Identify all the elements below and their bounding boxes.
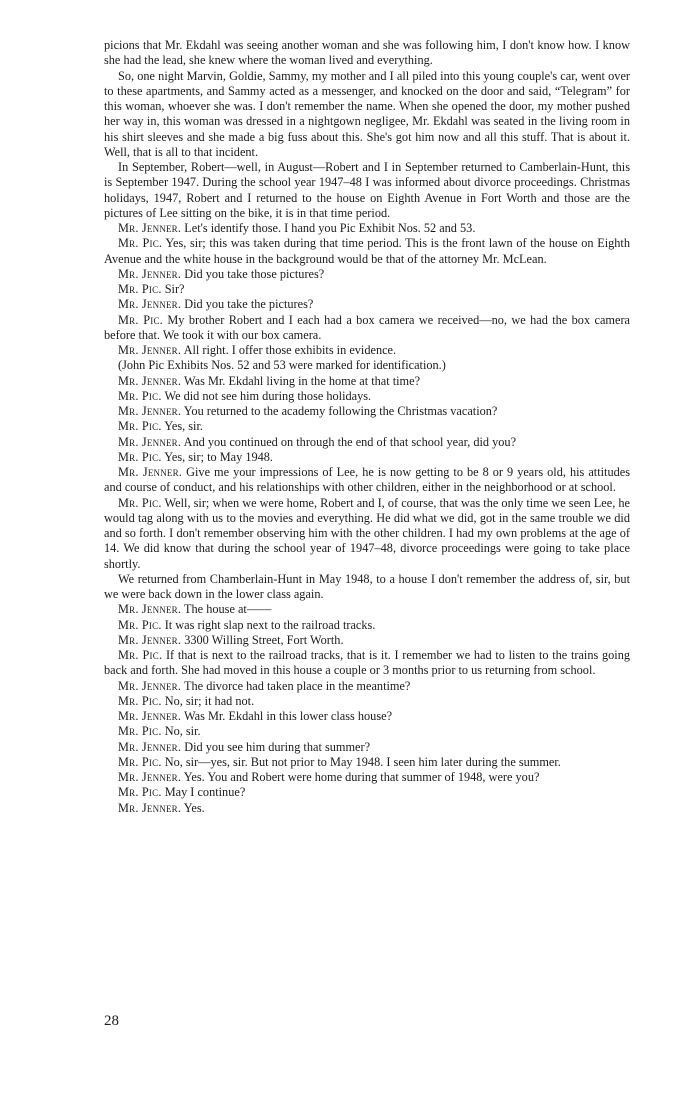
speaker-label: Mr. Jenner. [118, 373, 182, 388]
testimony-line [104, 374, 630, 389]
speaker-label: Mr. Jenner. [118, 739, 182, 754]
speaker-label: Mr. Pic. [118, 754, 162, 769]
paragraph-text: Sir? [164, 282, 185, 296]
speaker-label: Mr. Jenner. [118, 632, 182, 647]
testimony-line [104, 648, 630, 679]
testimony-line [104, 496, 630, 572]
speaker-label: Mr. Pic. [118, 785, 162, 800]
paragraph-text: The divorce had taken place in the meantime? [184, 678, 411, 693]
paragraph-text: Did you see him during that summer? [184, 739, 371, 754]
paragraph-text: No, sir; it had not. [164, 693, 255, 708]
testimony-line [104, 694, 630, 709]
paragraph-text: All right. I offer those exhibits in evidence. [183, 343, 397, 357]
paragraph-text: Was Mr. Ekdahl living in the home at that time? [184, 373, 421, 388]
paragraph-text: The house at—— [184, 602, 272, 617]
paragraph-text: Yes, sir; this was taken during that time period. This is the front lawn of the house on Eighth Avenue and the white house in the background would be that of the attorney Mr. McLean. [104, 236, 630, 266]
paragraph-text: Yes, sir; to May 1948. [164, 449, 273, 464]
paragraph-text: Well, sir; when we were home, Robert and I, of course, that was the only time we seen Lee, he would tag along with us to the movies and everything. He did what we did, got in the same trouble we did and so forth. I don't remember observing him with the other children. I had my own problems at the age of 14. We did know that during the school year of 1947–48, divorce proceedings were going to take place shortly. [104, 495, 630, 571]
speaker-label: Mr. Pic. [118, 617, 162, 632]
paragraph-text: May I continue? [164, 785, 246, 800]
narrative-paragraph [104, 160, 630, 221]
paragraph-text: 3300 Willing Street, Fort Worth. [184, 632, 344, 647]
testimony-line [104, 297, 630, 312]
speaker-label: Mr. Jenner. [118, 404, 182, 418]
testimony-line [104, 785, 630, 800]
testimony-line [104, 450, 630, 465]
paragraph-text: It was right slap next to the railroad tracks. [164, 617, 376, 632]
testimony-line [104, 602, 630, 617]
speaker-label: Mr. Jenner. [118, 678, 182, 693]
testimony-line [104, 679, 630, 694]
speaker-label: Mr. Jenner. [118, 770, 182, 784]
speaker-label: Mr. Pic. [118, 693, 162, 708]
paragraph-text: If that is next to the railroad tracks, that is it. I remember we had to listen to the trains going back and forth. She had moved in this house a couple or 3 months prior to us returning from school. [104, 648, 631, 678]
speaker-label: Mr. Jenner. [118, 602, 182, 617]
paragraph-text: And you continued on through the end of that school year, did you? [183, 434, 517, 449]
narrative-paragraph [104, 358, 630, 373]
testimony-line [104, 313, 630, 344]
speaker-label: Mr. Jenner. [118, 343, 182, 357]
testimony-line [104, 343, 630, 358]
speaker-label: Mr. Pic. [118, 312, 163, 327]
speaker-label: Mr. Jenner. [118, 221, 182, 235]
testimony-line [104, 618, 630, 633]
speaker-label: Mr. Pic. [118, 388, 162, 403]
testimony-line [104, 435, 630, 450]
paragraph-text: My brother Robert and I each had a box camera we received—no, we had the box camera before that. We took it with our box camera. [104, 312, 630, 342]
paragraph-text: Did you take those pictures? [184, 266, 325, 281]
paragraph-text: Let's identify those. I hand you Pic Exhibit Nos. 52 and 53. [184, 221, 476, 235]
testimony-line [104, 419, 630, 434]
narrative-paragraph [104, 69, 630, 161]
speaker-label: Mr. Pic. [118, 648, 163, 662]
speaker-label: Mr. Jenner. [118, 465, 183, 479]
paragraph-text: picions that Mr. Ekdahl was seeing another woman and she was following him, I don't know how. I know she had the lead, she knew where the woman lived and everything. [104, 38, 630, 68]
paragraph-text: We did not see him during those holidays. [164, 388, 372, 403]
paragraph-text: No, sir. [164, 724, 201, 739]
testimony-line [104, 267, 630, 282]
testimony-line [104, 404, 630, 419]
speaker-label: Mr. Pic. [118, 282, 162, 296]
speaker-label: Mr. Pic. [118, 236, 163, 251]
paragraph-text: (John Pic Exhibits Nos. 52 and 53 were marked for identification.) [118, 358, 446, 373]
testimony-line [104, 236, 630, 267]
paragraph-text: No, sir—yes, sir. But not prior to May 1948. I seen him later during the summer. [164, 754, 561, 769]
transcript-page [104, 38, 630, 816]
speaker-label: Mr. Jenner. [118, 800, 182, 815]
paragraph-text: Yes, sir. [164, 419, 203, 434]
testimony-line [104, 740, 630, 755]
narrative-paragraph [104, 38, 630, 69]
narrative-paragraph [104, 572, 630, 603]
testimony-line [104, 465, 630, 496]
testimony-line [104, 221, 630, 236]
page-number: 28 [104, 1013, 119, 1029]
speaker-label: Mr. Pic. [118, 724, 162, 739]
testimony-line [104, 282, 630, 297]
paragraph-text: So, one night Marvin, Goldie, Sammy, my mother and I all piled into this young couple's car, went over to these apartments, and Sammy acted as a messenger, and knocked on the door and said, “Telegram” for this woman, whoever she was. I don't remember the name. When she opened the door, my mother pushed her way in, this woman was dressed in a nightgown negligee, Mr. Ekdahl was seated in the living room in his shirt sleeves and she made a big fuss about this. She's got him now and all this stuff. That is about it. Well, that is all to that incident. [104, 68, 630, 159]
testimony-line [104, 755, 630, 770]
paragraph-text: Yes. You and Robert were home during that summer of 1948, were you? [183, 770, 540, 784]
paragraph-text: Was Mr. Ekdahl in this lower class house? [184, 709, 393, 723]
speaker-label: Mr. Jenner. [118, 709, 182, 723]
paragraph-text: Yes. [183, 800, 205, 815]
speaker-label: Mr. Jenner. [118, 297, 182, 312]
paragraph-text: Did you take the pictures? [184, 297, 314, 312]
speaker-label: Mr. Pic. [118, 449, 162, 464]
speaker-label: Mr. Jenner. [118, 266, 182, 281]
testimony-line [104, 389, 630, 404]
testimony-line [104, 770, 630, 785]
testimony-line [104, 724, 630, 739]
paragraph-text: We returned from Chamberlain-Hunt in May 1948, to a house I don't remember the address of, sir, but we were back down in the lower class again. [104, 571, 630, 601]
speaker-label: Mr. Pic. [118, 419, 162, 434]
paragraph-text: You returned to the academy following the Christmas vacation? [183, 404, 498, 418]
paragraph-text: Give me your impressions of Lee, he is now getting to be 8 or 9 years old, his attitudes and course of conduct, and his relationships with other children, either in the neighborhood or at school. [104, 465, 630, 495]
testimony-line [104, 633, 630, 648]
speaker-label: Mr. Jenner. [118, 434, 182, 449]
testimony-line [104, 709, 630, 724]
speaker-label: Mr. Pic. [118, 495, 162, 510]
paragraph-text: In September, Robert—well, in August—Robert and I in September returned to Camberlain-Hunt, this is September 1947. During the school year 1947–48 I was informed about divorce proceedings. Christmas holidays, 1947, Robert and I returned to the house on Eighth Avenue in Fort Worth and those are the pictures of Lee sitting on the bike, it is in that time period. [104, 160, 630, 220]
testimony-line [104, 801, 630, 816]
